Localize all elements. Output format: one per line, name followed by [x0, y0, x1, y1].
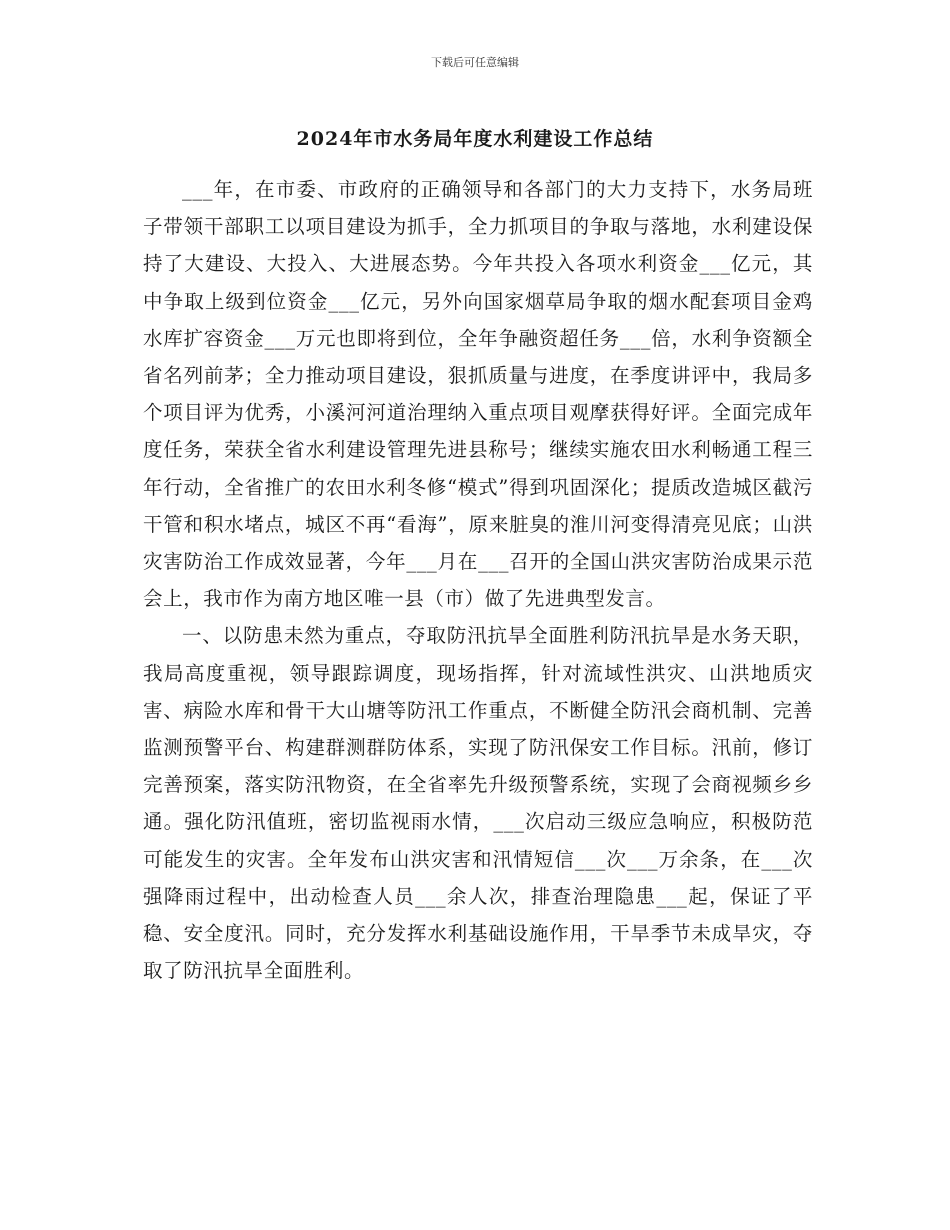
document-body — [143, 171, 813, 989]
body-paragraph-flood-control: 一、以防患未然为重点，夺取防汛抗旱全面胜利防汛抗旱是水务天职，我局高度重视，领导跟踪调度，现场指挥，针对流域性洪灾、山洪地质灾害、病险水库和骨干大山塘等防汛工作重点，不断健全防汛会商机制、完善监测预警平台、构建群测群防体系，实现了防汛保安工作目标。汛前，修订完善预案，落实防汛物资，在全省率先升级预警系统，实现了会商视频乡乡通。强化防汛值班，密切监视雨水情，___次启动三级应急响应，积极防范可能发生的灾害。全年发布山洪灾害和汛情短信___次___万余条，在___次强降雨过程中，出动检查人员___余人次，排查治理隐患___起，保证了平稳、安全度汛。同时，充分发挥水利基础设施作用，干旱季节未成旱灾，夺取了防汛抗旱全面胜利。 — [143, 624, 813, 983]
page-header-note: 下载后可任意编辑 — [431, 56, 519, 69]
document-title: 2024年市水务局年度水利建设工作总结 — [296, 128, 654, 150]
body-paragraph-intro: ___年，在市委、市政府的正确领导和各部门的大力支持下，水务局班子带领干部职工以项目建设为抓手，全力抓项目的争取与落地，水利建设保持了大建设、大投入、大进展态势。今年共投入各项水利资金___亿元，其中争取上级到位资金___亿元，另外向国家烟草局争取的烟水配套项目金鸡水库扩容资金___万元也即将到位，全年争融资超任务___倍，水利争资额全省名列前茅；全力推动项目建设，狠抓质量与进度，在季度讲评中，我局多个项目评为优秀，小溪河河道治理纳入重点项目观摩获得好评。全面完成年度任务，荣获全省水利建设管理先进县称号；继续实施农田水利畅通工程三年行动，全省推广的农田水利冬修“模式”得到巩固深化；提质改造城区截污干管和积水堵点，城区不再“看海”，原来脏臭的淮川河变得清亮见底；山洪灾害防治工作成效显著，今年___月在___召开的全国山洪灾害防治成果示范会上，我市作为南方地区唯一县（市）做了先进典型发言。 — [143, 178, 813, 611]
